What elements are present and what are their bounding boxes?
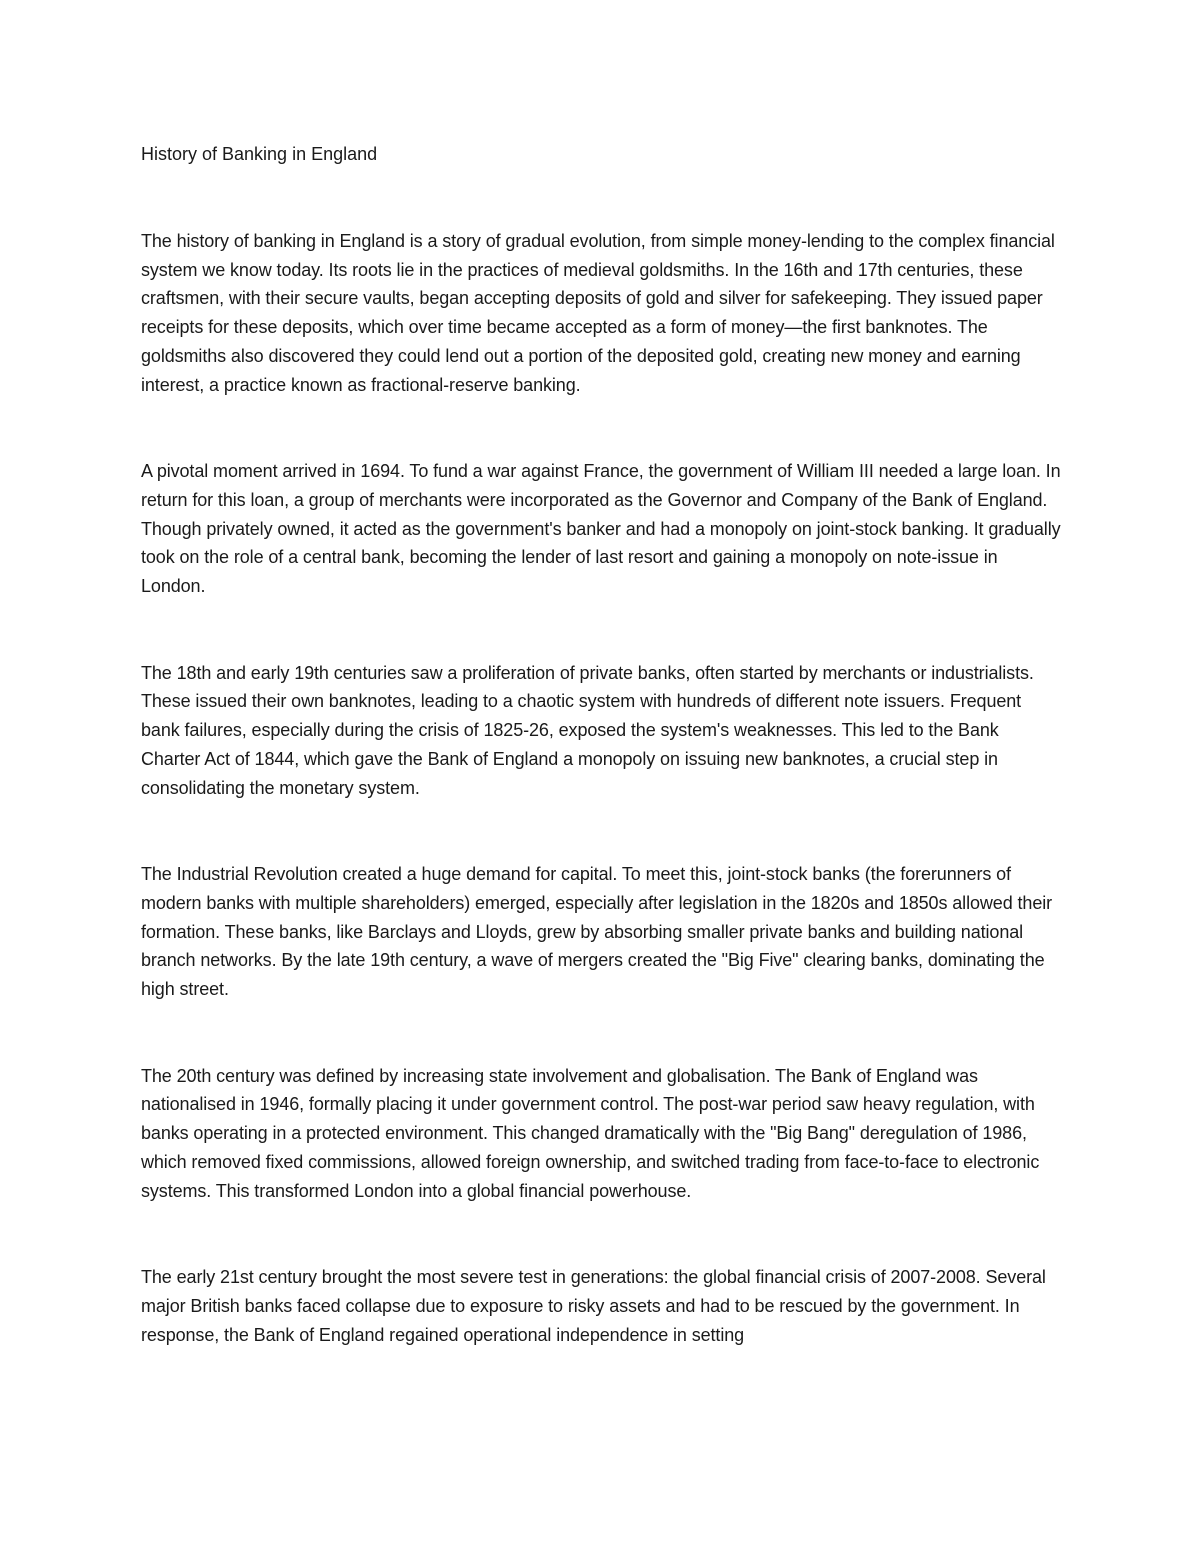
paragraph-20th-century: The 20th century was defined by increasing state involvement and globalisation. The Bank of England was nationalised in 1946, formally placing it under government control. The post-war period saw heavy regulation, with banks operating in a protected environment. This changed dramatically with the "Big Bang" deregulation of 1986, which removed fixed commissions, allowed foreign ownership, and switched trading from face-to-face to electronic systems. This transformed London into a global financial powerhouse. xyxy=(141,1065,1040,1201)
paragraph-private-banks: The 18th and early 19th centuries saw a proliferation of private banks, often started by merchants or industrialists. These issued their own banknotes, leading to a chaotic system with hundreds of different note issuers. Frequent bank failures, especially during the crisis of 1825-26, exposed the system's weaknesses. This led to the Bank Charter Act of 1844, which gave the Bank of England a monopoly on issuing new banknotes, a crucial step in consolidating the monetary system. xyxy=(141,662,1034,798)
paragraph-industrial-revolution: The Industrial Revolution created a huge demand for capital. To meet this, joint-stock banks (the forerunners of modern banks with multiple shareholders) emerged, especially after legislation in the 1820s and 1850s allowed their formation. These banks, like Barclays and Lloyds, grew by absorbing smaller private banks and building national branch networks. By the late 19th century, a wave of mergers created the "Big Five" clearing banks, dominating the high street. xyxy=(141,864,1053,1000)
document-title: History of Banking in England xyxy=(141,144,378,164)
paragraph-21st-century: The early 21st century brought the most severe test in generations: the global financial crisis of 2007-2008. Several major British banks faced collapse due to exposure to risky assets and had to be rescued by the government. In response, the Bank of England regained operational independence in setting xyxy=(141,1267,1046,1345)
paragraph-bank-of-england-founding: A pivotal moment arrived in 1694. To fund a war against France, the government of William III needed a large loan. In return for this loan, a group of merchants were incorporated as the Governor and Company of the Bank of England. Though privately owned, it acted as the government's banker and had a monopoly on joint-stock banking. It gradually took on the role of a central bank, becoming the lender of last resort and gaining a monopoly on note-issue in London. xyxy=(141,461,1061,597)
document-page xyxy=(141,140,1061,1407)
paragraph-goldsmiths: The history of banking in England is a story of gradual evolution, from simple money-lending to the complex financial system we know today. Its roots lie in the practices of medieval goldsmiths. In the 16th and 17th centuries, these craftsmen, with their secure vaults, began accepting deposits of gold and silver for safekeeping. They issued paper receipts for these deposits, which over time became accepted as a form of money—the first banknotes. The goldsmiths also discovered they could lend out a portion of the deposited gold, creating new money and earning interest, a practice known as fractional-reserve banking. xyxy=(141,231,1055,395)
